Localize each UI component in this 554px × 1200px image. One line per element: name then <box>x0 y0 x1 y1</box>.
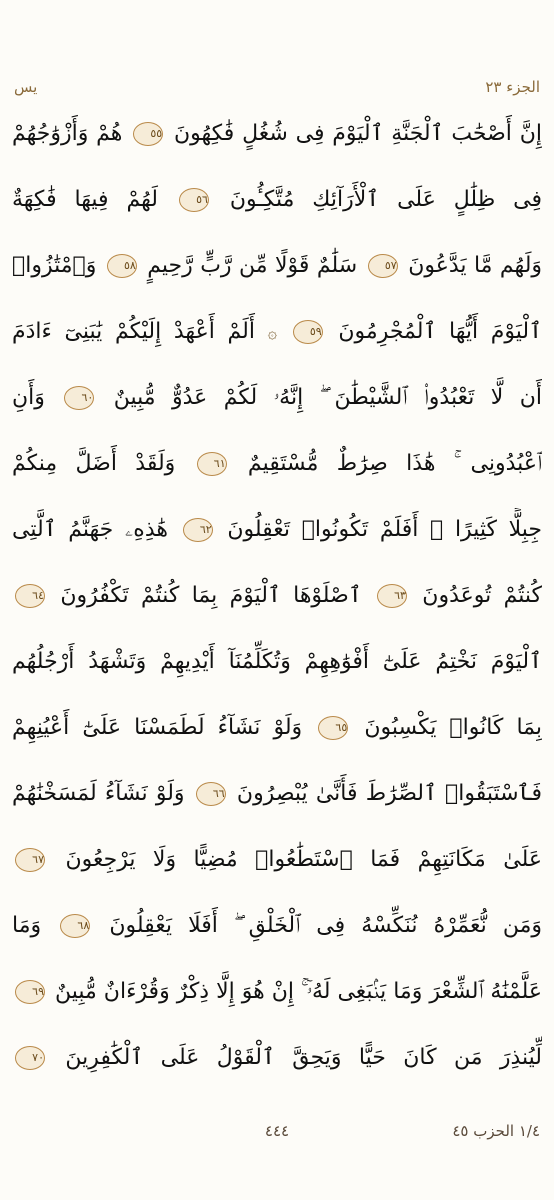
text-line <box>12 640 542 696</box>
verse-number-marker: ٦٢ <box>183 518 213 542</box>
page-footer <box>14 1116 540 1146</box>
text-line <box>12 772 542 828</box>
verse-number-marker: ٦٠ <box>64 386 94 410</box>
verse-text: ٱصْلَوْهَا ٱلْيَوْمَ بِمَا كُنتُمْ تَكْفُرُونَ <box>60 583 362 608</box>
verse-text: أَن لَّا تَعْبُدُوا۟ ٱلشَّيْطَٰنَ ۖ إِنَّهُۥ لَكُمْ عَدُوٌّ مُّبِينٌ <box>113 385 542 410</box>
verse-text: لَهُمْ فِيهَا فَٰكِهَةٌ <box>12 187 158 212</box>
text-line <box>12 112 542 168</box>
verse-text: وَأَنِ <box>12 385 45 410</box>
verse-text: هُمْ وَأَزْوَٰجُهُمْ <box>12 121 123 146</box>
verse-text: وَلَوْ نَشَآءُ لَطَمَسْنَا عَلَىٰٓ أَعْيُنِهِمْ <box>12 715 303 740</box>
verse-text: وَلَقَدْ أَضَلَّ مِنكُمْ <box>12 451 176 476</box>
verse-number-marker: ٧٠ <box>15 1046 45 1070</box>
verse-number-marker: ٦٧ <box>15 848 45 872</box>
verse-number-marker: ٦٦ <box>196 782 226 806</box>
text-line <box>12 904 542 960</box>
verse-text: جِبِلًّا كَثِيرًا ۖ أَفَلَمْ تَكُونُوا۟ تَعْقِلُونَ <box>227 517 542 542</box>
text-line <box>12 574 542 630</box>
verse-number-marker: ٥٩ <box>293 320 323 344</box>
verse-text: وَمَا <box>12 913 42 938</box>
text-line <box>12 442 542 498</box>
verse-number-marker: ٦٨ <box>60 914 90 938</box>
verse-text: إِنَّ أَصْحَٰبَ ٱلْجَنَّةِ ٱلْيَوْمَ فِى شُغُلٍ فَٰكِهُونَ <box>174 121 542 146</box>
verse-number-marker: ٦٩ <box>15 980 45 1004</box>
verse-text: سَلَٰمٌ قَوْلًا مِّن رَّبٍّ رَّحِيمٍ <box>147 253 358 278</box>
verse-text: وَٱمْتَٰزُوا۟ <box>12 253 97 278</box>
text-line <box>12 178 542 234</box>
verse-text: بِمَا كَانُوا۟ يَكْسِبُونَ <box>364 715 542 740</box>
verse-text: لِّيُنذِرَ مَن كَانَ حَيًّا وَيَحِقَّ ٱلْقَوْلُ عَلَى ٱلْكَٰفِرِينَ <box>65 1045 542 1070</box>
verse-number-marker: ٥٥ <box>133 122 163 146</box>
text-line <box>12 508 542 564</box>
page-header <box>14 72 540 102</box>
verse-text: وَلَوْ نَشَآءُ لَمَسَخْنَٰهُمْ <box>12 781 185 806</box>
verse-text: عَلَّمْنَٰهُ ٱلشِّعْرَ وَمَا يَنۢبَغِى لَهُۥٓ ۚ إِنْ هُوَ إِلَّا ذِكْرٌ وَقُرْءَانٌ مُّبِينٌ <box>55 979 542 1004</box>
text-line <box>12 376 542 432</box>
text-line <box>12 838 542 894</box>
verse-number-marker: ٥٦ <box>179 188 209 212</box>
text-line <box>12 706 542 762</box>
text-line <box>12 970 542 1026</box>
verse-text: ٱلْيَوْمَ أَيُّهَا ٱلْمُجْرِمُونَ <box>338 319 542 344</box>
hizb-label: ١/٤ الحزب ٤٥ <box>452 1122 540 1140</box>
verse-text: وَلَهُم مَّا يَدَّعُونَ <box>408 253 542 278</box>
page-number: ٤٤٤ <box>264 1122 290 1140</box>
text-line <box>12 1036 542 1092</box>
verse-number-marker: ٥٨ <box>107 254 137 278</box>
juz-label: الجزء ٢٣ <box>485 78 540 96</box>
verse-text: فَٱسْتَبَقُوا۟ ٱلصِّرَٰطَ فَأَنَّىٰ يُبْصِرُونَ <box>236 781 542 806</box>
verse-number-marker: ٦٤ <box>15 584 45 608</box>
verse-text: ٱعْبُدُونِى ۚ هَٰذَا صِرَٰطٌ مُّسْتَقِيمٌ <box>247 451 542 476</box>
verse-text: عَلَىٰ مَكَانَتِهِمْ فَمَا ٱسْتَطَٰعُوا۟ مُضِيًّا وَلَا يَرْجِعُونَ <box>65 847 542 872</box>
verse-text: ٱلْيَوْمَ نَخْتِمُ عَلَىٰٓ أَفْوَٰهِهِمْ وَتُكَلِّمُنَآ أَيْدِيهِمْ وَتَشْهَدُ أَرْجُلُهُم <box>12 649 542 674</box>
verse-number-marker: ٦١ <box>197 452 227 476</box>
text-line <box>12 244 542 300</box>
text-line <box>12 310 542 366</box>
verse-number-marker: ٦٥ <box>318 716 348 740</box>
verse-text: أَلَمْ أَعْهَدْ إِلَيْكُمْ يَٰبَنِىٓ ءَادَمَ <box>12 319 255 344</box>
hizb-quarter-icon: ۞ <box>267 323 278 342</box>
verse-text: كُنتُمْ تُوعَدُونَ <box>422 583 542 608</box>
mushaf-page-text <box>12 112 542 1092</box>
verse-number-marker: ٦٣ <box>377 584 407 608</box>
verse-text: وَمَن نُّعَمِّرْهُ نُنَكِّسْهُ فِى ٱلْخَلْقِ ۖ أَفَلَا يَعْقِلُونَ <box>109 913 542 938</box>
verse-text: هَٰذِهِۦ جَهَنَّمُ ٱلَّتِى <box>12 517 168 542</box>
verse-number-marker: ٥٧ <box>368 254 398 278</box>
surah-name: يس <box>14 78 38 96</box>
verse-text: فِى ظِلَٰلٍ عَلَى ٱلْأَرَآئِكِ مُتَّكِـُٔونَ <box>229 187 542 212</box>
